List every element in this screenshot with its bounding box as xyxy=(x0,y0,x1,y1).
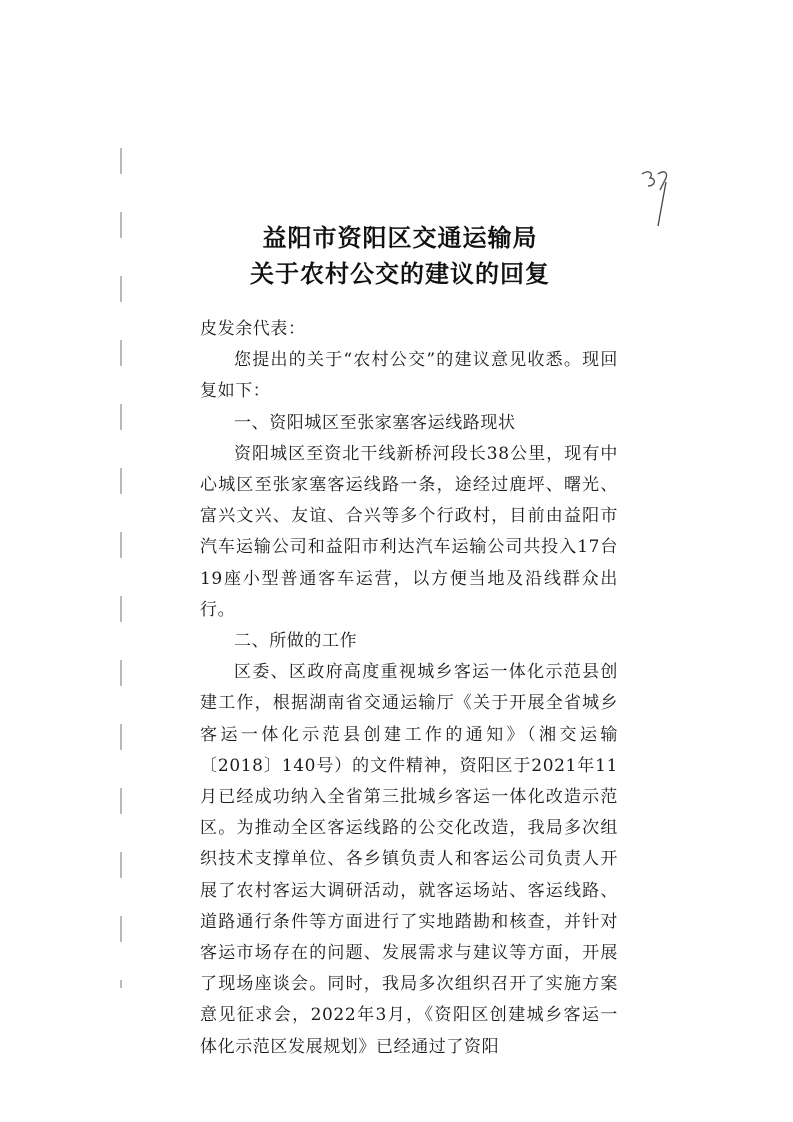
document-title-line-1: 益阳市资阳区交通运输局 xyxy=(262,224,538,252)
section-1-paragraph: 资阳城区至资北干线新桥河段长38公里，现有中心城区至张家塞客运线路一条，途经过鹿坪、曙光、富兴文兴、友谊、合兴等多个行政村，目前由益阳市汽车运输公司和益阳市利达汽车运输公司共投入17台19座小型普通客车运营，以方便当地及沿线群众出行。 xyxy=(200,443,618,620)
document-title-line-2: 关于农村公交的建议的回复 xyxy=(250,260,550,288)
salutation: 皮发余代表： xyxy=(200,319,306,339)
intro-paragraph: 您提出的关于“农村公交”的建议意见收悉。现回复如下： xyxy=(200,350,618,402)
section-1-heading: 一、资阳城区至张家塞客运线路现状 xyxy=(234,412,516,433)
document-body xyxy=(200,314,618,1063)
section-2-heading: 二、所做的工作 xyxy=(234,631,358,652)
section-2-paragraph: 区委、区政府高度重视城乡客运一体化示范县创建工作，根据湖南省交通运输厅《关于开展全省城乡客运一体化示范县创建工作的通知》（湘交运输〔2018〕140号）的文件精神，资阳区于2021年11月已经成功纳入全省第三批城乡客运一体化改造示范区。为推动全区客运线路的公交化改造，我局多次组织技术支撑单位、各乡镇负责人和客运公司负责人开展了农村客运大调研活动，就客运场站、客运线路、道路通行条件等方面进行了实地踏勘和核查，并针对客运市场存在的问题、发展需求与建议等方面，开展了现场座谈会。同时，我局多次组织召开了实施方案意见征求会，2022年3月，《资阳区创建城乡客运一体化示范区发展规划》已经通过了资阳 xyxy=(200,662,618,1057)
